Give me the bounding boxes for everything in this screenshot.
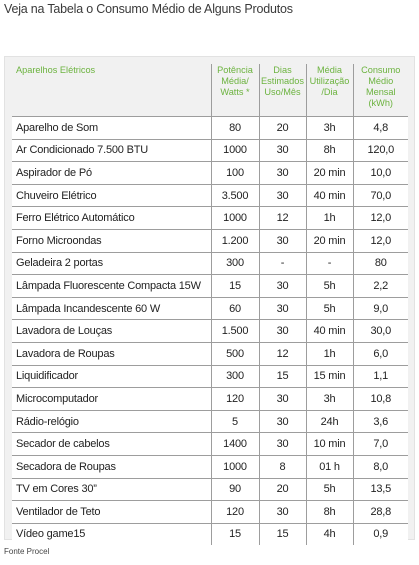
cell-power: 100: [211, 162, 259, 185]
cell-consumption: 28,8: [353, 501, 408, 524]
cell-power: 15: [211, 275, 259, 298]
cell-consumption: 12,0: [353, 207, 408, 230]
cell-usage: -: [306, 252, 353, 275]
table-row: [12, 117, 408, 140]
table-row: [12, 365, 408, 388]
cell-usage: 15 min: [306, 365, 353, 388]
cell-days: 12: [259, 207, 306, 230]
cell-usage: 8h: [306, 501, 353, 524]
cell-days: 8: [259, 455, 306, 478]
cell-consumption: 1,1: [353, 365, 408, 388]
header-power: Potência Média/ Watts *: [211, 64, 259, 117]
cell-days: 30: [259, 433, 306, 456]
cell-days: 30: [259, 501, 306, 524]
cell-consumption: 6,0: [353, 342, 408, 365]
cell-appliance: Ferro Elétrico Automático: [12, 207, 211, 230]
cell-power: 120: [211, 501, 259, 524]
cell-consumption: 80: [353, 252, 408, 275]
table-row: [12, 388, 408, 411]
cell-days: 15: [259, 523, 306, 545]
cell-consumption: 10,8: [353, 388, 408, 411]
table-header-row: [12, 64, 408, 117]
cell-days: 30: [259, 229, 306, 252]
cell-power: 15: [211, 523, 259, 545]
page-title: Veja na Tabela o Consumo Médio de Alguns Produtos: [4, 2, 293, 16]
table-row: [12, 184, 408, 207]
cell-power: 500: [211, 342, 259, 365]
table-row: [12, 252, 408, 275]
cell-days: 30: [259, 162, 306, 185]
cell-usage: 20 min: [306, 229, 353, 252]
cell-days: 30: [259, 139, 306, 162]
cell-power: 1000: [211, 139, 259, 162]
cell-power: 60: [211, 297, 259, 320]
cell-appliance: Ar Condicionado 7.500 BTU: [12, 139, 211, 162]
cell-appliance: Secadora de Roupas: [12, 455, 211, 478]
cell-days: 30: [259, 320, 306, 343]
cell-appliance: Secador de cabelos: [12, 433, 211, 456]
cell-power: 1400: [211, 433, 259, 456]
cell-consumption: 30,0: [353, 320, 408, 343]
cell-days: 30: [259, 388, 306, 411]
cell-consumption: 0,9: [353, 523, 408, 545]
header-consumption: Consumo Médio Mensal (kWh): [353, 64, 408, 117]
table-row: [12, 433, 408, 456]
cell-consumption: 3,6: [353, 410, 408, 433]
cell-power: 300: [211, 252, 259, 275]
cell-consumption: 10,0: [353, 162, 408, 185]
cell-days: 12: [259, 342, 306, 365]
cell-usage: 40 min: [306, 320, 353, 343]
table-row: [12, 139, 408, 162]
cell-appliance: Liquidificador: [12, 365, 211, 388]
cell-appliance: Microcomputador: [12, 388, 211, 411]
cell-usage: 10 min: [306, 433, 353, 456]
cell-consumption: 2,2: [353, 275, 408, 298]
cell-usage: 3h: [306, 388, 353, 411]
cell-usage: 1h: [306, 207, 353, 230]
cell-days: 20: [259, 117, 306, 140]
cell-power: 1000: [211, 455, 259, 478]
cell-appliance: Ventilador de Teto: [12, 501, 211, 524]
cell-usage: 3h: [306, 117, 353, 140]
cell-appliance: TV em Cores 30”: [12, 478, 211, 501]
cell-consumption: 4,8: [353, 117, 408, 140]
cell-power: 1.200: [211, 229, 259, 252]
table-row: [12, 162, 408, 185]
cell-usage: 5h: [306, 297, 353, 320]
cell-power: 3.500: [211, 184, 259, 207]
cell-days: 30: [259, 275, 306, 298]
cell-usage: 5h: [306, 275, 353, 298]
cell-consumption: 120,0: [353, 139, 408, 162]
cell-usage: 4h: [306, 523, 353, 545]
cell-power: 1.500: [211, 320, 259, 343]
table-row: [12, 410, 408, 433]
cell-consumption: 70,0: [353, 184, 408, 207]
header-appliance: Aparelhos Elétricos: [12, 64, 211, 117]
cell-usage: 20 min: [306, 162, 353, 185]
cell-appliance: Vídeo game15: [12, 523, 211, 545]
cell-days: 15: [259, 365, 306, 388]
cell-power: 1000: [211, 207, 259, 230]
cell-days: 30: [259, 184, 306, 207]
cell-usage: 24h: [306, 410, 353, 433]
cell-consumption: 7,0: [353, 433, 408, 456]
table-row: [12, 501, 408, 524]
cell-appliance: Lâmpada Fluorescente Compacta 15W: [12, 275, 211, 298]
table-row: [12, 297, 408, 320]
cell-power: 5: [211, 410, 259, 433]
header-days: Dias Estimados Uso/Mês: [259, 64, 306, 117]
cell-days: -: [259, 252, 306, 275]
cell-power: 120: [211, 388, 259, 411]
cell-power: 80: [211, 117, 259, 140]
cell-usage: 40 min: [306, 184, 353, 207]
cell-usage: 1h: [306, 342, 353, 365]
table-row: [12, 229, 408, 252]
cell-appliance: Forno Microondas: [12, 229, 211, 252]
cell-power: 90: [211, 478, 259, 501]
cell-appliance: Lavadora de Roupas: [12, 342, 211, 365]
table-row: [12, 523, 408, 545]
cell-appliance: Chuveiro Elétrico: [12, 184, 211, 207]
cell-consumption: 12,0: [353, 229, 408, 252]
cell-days: 30: [259, 297, 306, 320]
cell-consumption: 8,0: [353, 455, 408, 478]
cell-appliance: Aspirador de Pó: [12, 162, 211, 185]
table-row: [12, 478, 408, 501]
consumption-table: [12, 64, 408, 545]
cell-usage: 8h: [306, 139, 353, 162]
cell-appliance: Aparelho de Som: [12, 117, 211, 140]
cell-power: 300: [211, 365, 259, 388]
table-row: [12, 207, 408, 230]
header-usage: Média Utilização /Dia: [306, 64, 353, 117]
table-body: [12, 117, 408, 546]
table-row: [12, 320, 408, 343]
cell-appliance: Geladeira 2 portas: [12, 252, 211, 275]
cell-consumption: 13,5: [353, 478, 408, 501]
source-note: Fonte Procel: [4, 547, 50, 556]
cell-appliance: Rádio-relógio: [12, 410, 211, 433]
cell-usage: 01 h: [306, 455, 353, 478]
cell-consumption: 9,0: [353, 297, 408, 320]
cell-appliance: Lavadora de Louças: [12, 320, 211, 343]
cell-days: 20: [259, 478, 306, 501]
cell-usage: 5h: [306, 478, 353, 501]
table-row: [12, 342, 408, 365]
cell-days: 30: [259, 410, 306, 433]
table-row: [12, 275, 408, 298]
cell-appliance: Lâmpada Incandescente 60 W: [12, 297, 211, 320]
table-row: [12, 455, 408, 478]
